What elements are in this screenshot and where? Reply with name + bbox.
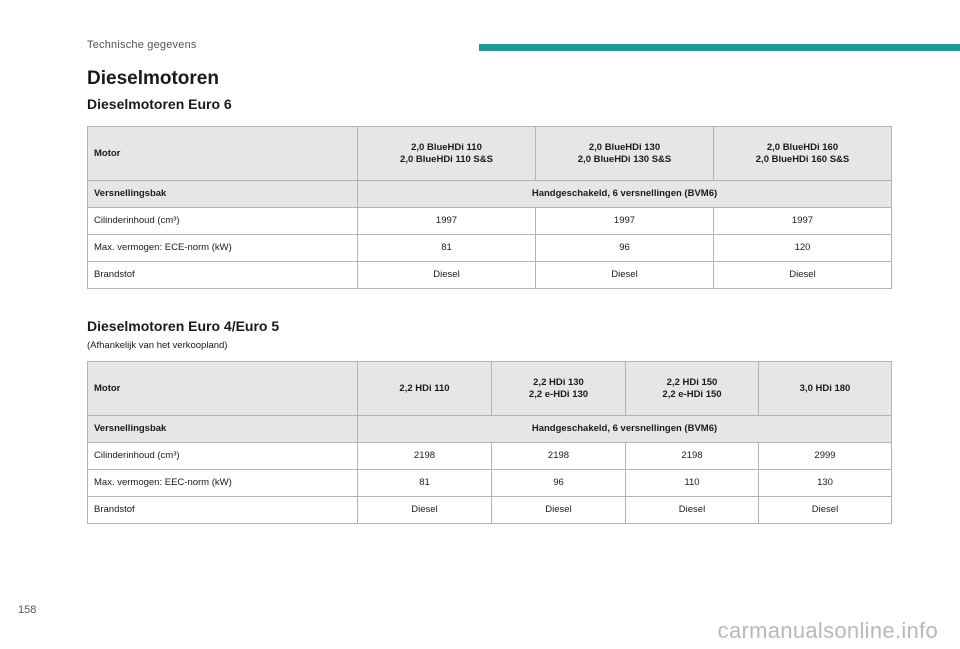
table-row — [88, 362, 892, 416]
cell-value: 81 — [358, 470, 492, 497]
cell-value: 96 — [536, 235, 714, 262]
section-header-label: Technische gegevens — [87, 39, 197, 51]
row-label: Brandstof — [88, 262, 358, 289]
gearbox-label: Versnellingsbak — [88, 416, 358, 443]
motor-header-label: Motor — [88, 127, 358, 181]
table-row — [88, 470, 892, 497]
cell-value: Diesel — [714, 262, 892, 289]
cell-value: Diesel — [536, 262, 714, 289]
table-row — [88, 127, 892, 181]
row-label: Cilinderinhoud (cm³) — [88, 443, 358, 470]
row-label: Max. vermogen: EEC-norm (kW) — [88, 470, 358, 497]
cell-value: 1997 — [714, 208, 892, 235]
page-number: 158 — [18, 604, 37, 616]
cell-value: 2198 — [358, 443, 492, 470]
motor-header-label: Motor — [88, 362, 358, 416]
cell-value: Diesel — [358, 497, 492, 524]
cell-value: 120 — [714, 235, 892, 262]
cell-value: Diesel — [358, 262, 536, 289]
country-note: (Afhankelijk van het verkoopland) — [87, 340, 228, 351]
gearbox-label: Versnellingsbak — [88, 181, 358, 208]
cell-value: Diesel — [492, 497, 626, 524]
cell-value: 1997 — [358, 208, 536, 235]
table-row — [88, 208, 892, 235]
cell-value: 2999 — [759, 443, 892, 470]
watermark: carmanualsonline.info — [717, 618, 938, 643]
euro6-subtitle: Dieselmotoren Euro 6 — [87, 96, 232, 112]
cell-value: 110 — [626, 470, 759, 497]
engine-column-header: 2,0 BlueHDi 110 2,0 BlueHDi 110 S&S — [358, 127, 536, 181]
engine-column-header: 2,2 HDi 130 2,2 e-HDi 130 — [492, 362, 626, 416]
euro6-spec-table — [87, 126, 892, 289]
section-accent-bar — [479, 44, 960, 51]
page-title: Dieselmotoren — [87, 68, 219, 89]
cell-value: 130 — [759, 470, 892, 497]
engine-column-header: 2,0 BlueHDi 160 2,0 BlueHDi 160 S&S — [714, 127, 892, 181]
table-row — [88, 497, 892, 524]
euro45-spec-table — [87, 361, 892, 524]
engine-column-header: 2,0 BlueHDi 130 2,0 BlueHDi 130 S&S — [536, 127, 714, 181]
table-row — [88, 181, 892, 208]
row-label: Max. vermogen: ECE-norm (kW) — [88, 235, 358, 262]
engine-column-header: 2,2 HDi 150 2,2 e-HDi 150 — [626, 362, 759, 416]
gearbox-value: Handgeschakeld, 6 versnellingen (BVM6) — [358, 181, 892, 208]
engine-column-header: 2,2 HDi 110 — [358, 362, 492, 416]
table-row — [88, 235, 892, 262]
gearbox-value: Handgeschakeld, 6 versnellingen (BVM6) — [358, 416, 892, 443]
row-label: Brandstof — [88, 497, 358, 524]
euro45-subtitle: Dieselmotoren Euro 4/Euro 5 — [87, 318, 280, 334]
table-row — [88, 262, 892, 289]
cell-value: 96 — [492, 470, 626, 497]
cell-value: 1997 — [536, 208, 714, 235]
cell-value: 2198 — [492, 443, 626, 470]
table-row — [88, 416, 892, 443]
cell-value: 2198 — [626, 443, 759, 470]
cell-value: Diesel — [626, 497, 759, 524]
row-label: Cilinderinhoud (cm³) — [88, 208, 358, 235]
cell-value: Diesel — [759, 497, 892, 524]
table-row — [88, 443, 892, 470]
cell-value: 81 — [358, 235, 536, 262]
engine-column-header: 3,0 HDi 180 — [759, 362, 892, 416]
